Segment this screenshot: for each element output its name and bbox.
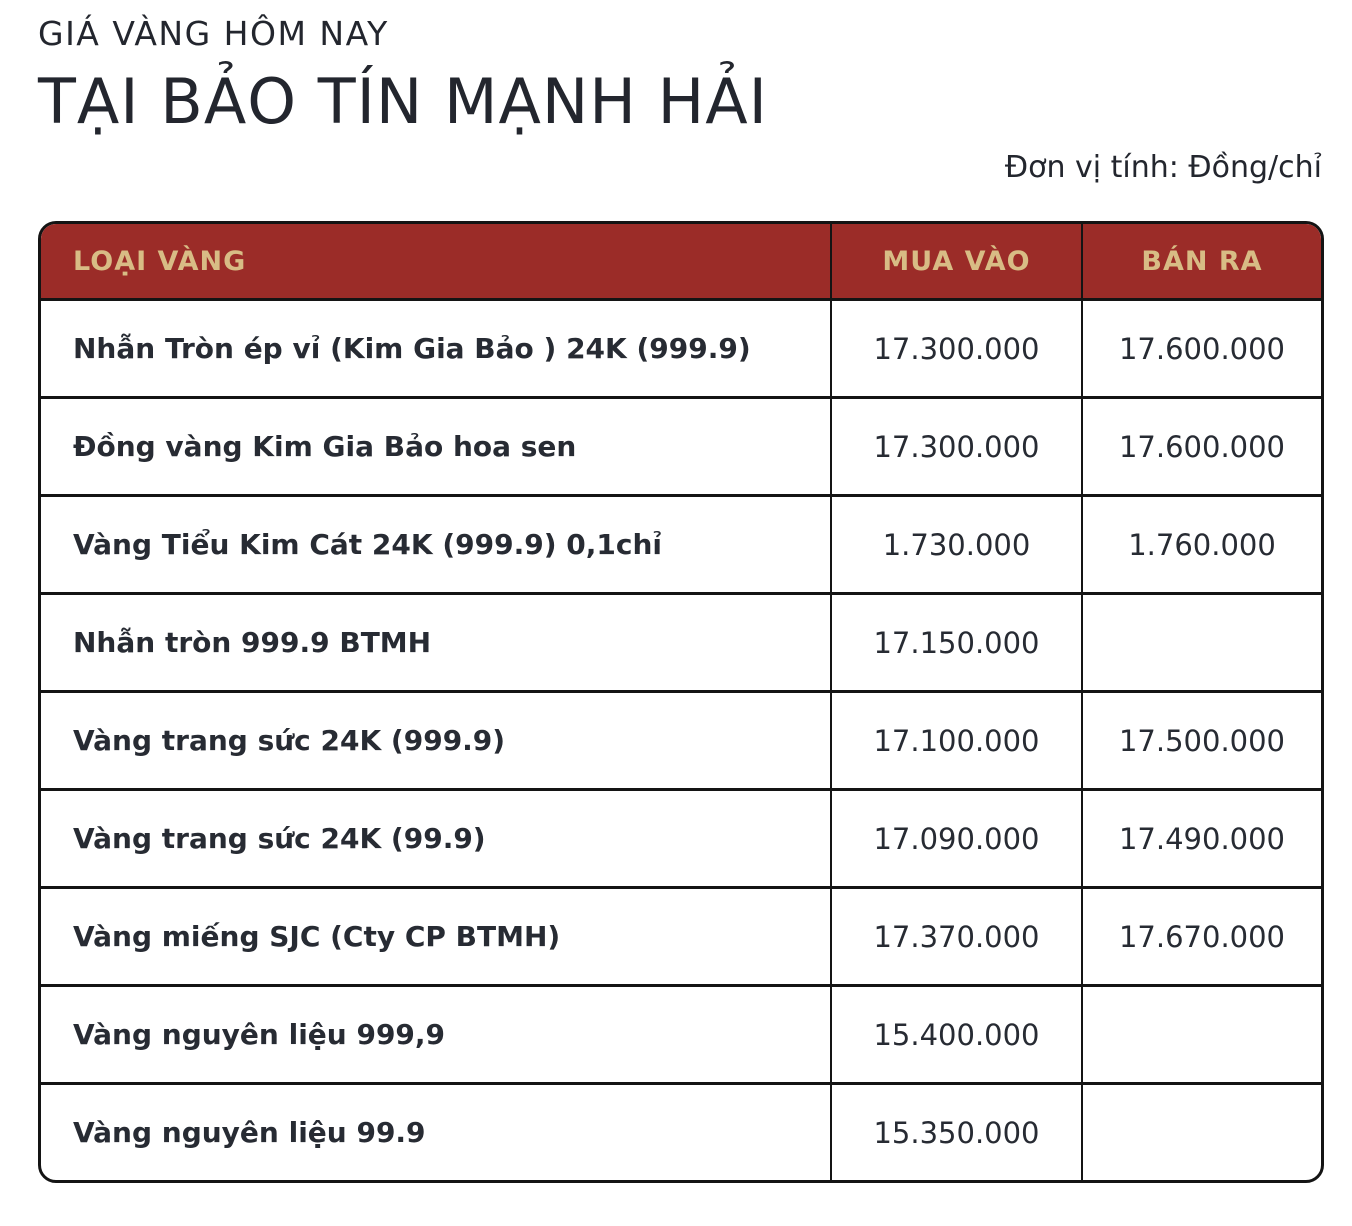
buy-price-cell: 17.150.000 [830, 595, 1081, 690]
gold-type-cell: Vàng nguyên liệu 99.9 [73, 1116, 426, 1149]
table-row [41, 984, 1321, 1082]
gold-type-cell: Vàng miếng SJC (Cty CP BTMH) [73, 920, 561, 953]
gold-type-cell: Vàng Tiểu Kim Cát 24K (999.9) 0,1chỉ [73, 528, 662, 561]
buy-price-cell: 1.730.000 [830, 497, 1081, 592]
column-header-sell-price: BÁN RA [1081, 224, 1321, 298]
table-row [41, 494, 1321, 592]
page-title: TẠI BẢO TÍN MẠNH HẢI [38, 65, 768, 138]
buy-price-cell: 17.090.000 [830, 791, 1081, 886]
sell-price-cell [1081, 987, 1321, 1082]
table-body [41, 298, 1321, 1180]
gold-type-cell: Vàng trang sức 24K (999.9) [73, 724, 506, 757]
buy-price-cell: 15.400.000 [830, 987, 1081, 1082]
table-row [41, 690, 1321, 788]
sell-price-cell: 17.670.000 [1081, 889, 1321, 984]
unit-label: Đơn vị tính: Đồng/chỉ [1004, 150, 1322, 185]
buy-price-cell: 15.350.000 [830, 1085, 1081, 1180]
gold-price-table [38, 221, 1324, 1183]
gold-type-cell: Nhẫn tròn 999.9 BTMH [73, 626, 432, 659]
buy-price-cell: 17.100.000 [830, 693, 1081, 788]
sell-price-cell: 17.600.000 [1081, 399, 1321, 494]
table-header-row [41, 224, 1321, 298]
sell-price-cell: 17.500.000 [1081, 693, 1321, 788]
table-row [41, 396, 1321, 494]
table-row [41, 592, 1321, 690]
sell-price-cell [1081, 595, 1321, 690]
column-header-gold-type: LOẠI VÀNG [73, 245, 247, 277]
column-header-buy-price: MUA VÀO [830, 224, 1081, 298]
gold-type-cell: Vàng nguyên liệu 999,9 [73, 1018, 446, 1051]
buy-price-cell: 17.370.000 [830, 889, 1081, 984]
gold-type-cell: Vàng trang sức 24K (99.9) [73, 822, 486, 855]
table-row [41, 1082, 1321, 1180]
sell-price-cell: 1.760.000 [1081, 497, 1321, 592]
gold-type-cell: Đồng vàng Kim Gia Bảo hoa sen [73, 430, 577, 463]
sell-price-cell: 17.490.000 [1081, 791, 1321, 886]
table-row [41, 298, 1321, 396]
gold-type-cell: Nhẫn Tròn ép vỉ (Kim Gia Bảo ) 24K (999.9) [73, 332, 751, 365]
sell-price-cell: 17.600.000 [1081, 301, 1321, 396]
sell-price-cell [1081, 1085, 1321, 1180]
table-row [41, 886, 1321, 984]
buy-price-cell: 17.300.000 [830, 301, 1081, 396]
table-row [41, 788, 1321, 886]
buy-price-cell: 17.300.000 [830, 399, 1081, 494]
page-subtitle: GIÁ VÀNG HÔM NAY [38, 14, 389, 53]
